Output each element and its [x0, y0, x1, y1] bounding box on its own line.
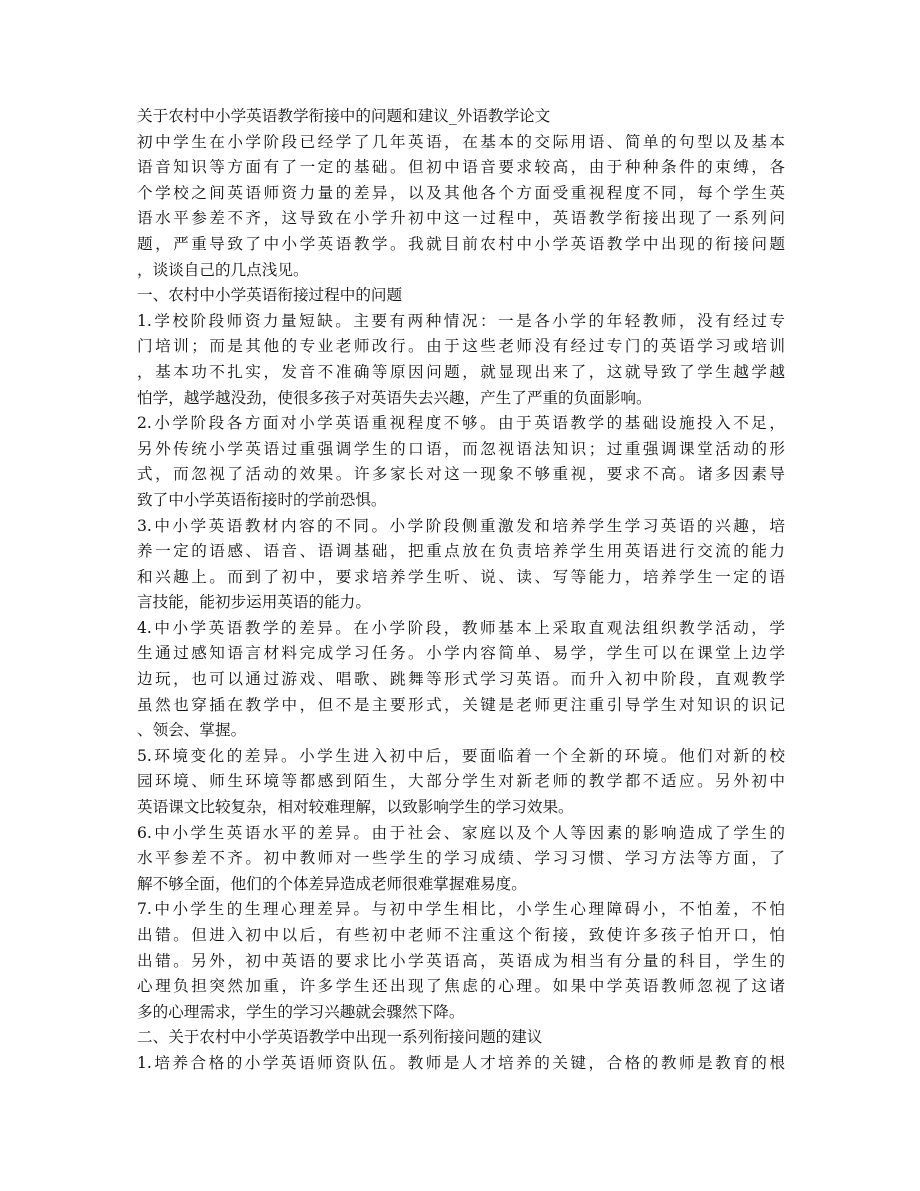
- text-line: 式，而忽视了活动的效果。许多家长对这一现象不够重视，要求不高。诸多因素导: [137, 465, 785, 484]
- text-line: 边玩，也可以通过游戏、唱歌、跳舞等形式学习英语。而升入初中阶段，直观教学: [137, 670, 785, 689]
- section-heading: 一、农村中小学英语衔接过程中的问题: [137, 286, 403, 305]
- text-line: 语音知识等方面有了一定的基础。但初中语音要求较高，由于种种条件的束缚，各: [137, 158, 785, 177]
- text-line: 养一定的语感、语音、语调基础，把重点放在负责培养学生用英语进行交流的能力: [137, 542, 785, 561]
- text-line: 园环境、师生环境等都感到陌生，大部分学生对新老师的教学都不适应。另外初中: [137, 772, 785, 791]
- text-line: 怕学，越学越没劲，使很多孩子对英语失去兴趣，产生了严重的负面影响。: [137, 388, 652, 407]
- section-heading: 二、关于农村中小学英语教学中出现一系列衔接问题的建议: [137, 1028, 543, 1047]
- text-line: 心理负担突然加重，许多学生还出现了焦虑的心理。如果中学英语教师忽视了这诸: [137, 977, 785, 996]
- text-line: 、领会、掌握。: [137, 721, 247, 740]
- text-line: 题，严重导致了中小学英语教学。我就目前农村中小学英语教学中出现的衔接问题: [137, 234, 785, 253]
- text-line: 和兴趣上。而到了初中，要求培养学生听、说、读、写等能力，培养学生一定的语: [137, 567, 785, 586]
- text-line: 多的心理需求，学生的学习兴趣就会骤然下降。: [137, 1002, 465, 1021]
- text-line: 生通过感知语言材料完成学习任务。小学内容简单、易学，学生可以在课堂上边学: [137, 644, 785, 663]
- document-page: [137, 104, 785, 1077]
- text-line: 语水平参差不齐，这导致在小学升初中这一过程中，英语教学衔接出现了一系列问: [137, 209, 785, 228]
- text-line: 虽然也穿插在教学中，但不是主要形式，关键是老师更注重引导学生对知识的识记: [137, 695, 785, 714]
- text-line: ，基本功不扎实，发音不准确等原因问题，就显现出来了，这就导致了学生越学越: [137, 362, 785, 381]
- text-line: 7.中小学生的生理心理差异。与初中学生相比，小学生心理障碍小，不怕羞，不怕: [137, 900, 785, 919]
- document-title: 关于农村中小学英语教学衔接中的问题和建议_外语教学论文: [137, 107, 551, 125]
- text-line: 5.环境变化的差异。小学生进入初中后，要面临着一个全新的环境。他们对新的校: [137, 746, 785, 765]
- text-line: 个学校之间英语师资力量的差异，以及其他各个方面受重视程度不同，每个学生英: [137, 183, 785, 202]
- text-line: ，谈谈自己的几点浅见。: [137, 260, 309, 279]
- text-line: 1.培养合格的小学英语师资队伍。教师是人才培养的关键，合格的教师是教育的根: [137, 1053, 785, 1072]
- text-line: 3.中小学英语教材内容的不同。小学阶段侧重激发和培养学生学习英语的兴趣，培: [137, 516, 785, 535]
- text-line: 4.中小学英语教学的差异。在小学阶段，教师基本上采取直观法组织教学活动，学: [137, 618, 785, 637]
- text-line: 另外传统小学英语过重强调学生的口语，而忽视语法知识；过重强调课堂活动的形: [137, 439, 785, 458]
- text-line: 言技能，能初步运用英语的能力。: [137, 593, 371, 612]
- text-line: 初中学生在小学阶段已经学了几年英语，在基本的交际用语、简单的句型以及基本: [137, 132, 785, 151]
- text-line: 出错。但进入初中以后，有些初中老师不注重这个衔接，致使许多孩子怕开口，怕: [137, 926, 785, 944]
- text-line: 门培训；而是其他的专业老师改行。由于这些老师没有经过专门的英语学习或培训: [137, 337, 785, 356]
- text-line: 水平参差不齐。初中教师对一些学生的学习成绩、学习习惯、学习方法等方面，了: [137, 849, 785, 868]
- text-line: 6.中小学生英语水平的差异。由于社会、家庭以及个人等因素的影响造成了学生的: [137, 823, 785, 842]
- text-line: 2.小学阶段各方面对小学英语重视程度不够。由于英语教学的基础设施投入不足，: [137, 414, 785, 433]
- text-line: 解不够全面，他们的个体差异造成老师很难掌握难易度。: [137, 874, 527, 893]
- text-line: 致了中小学英语衔接时的学前恐惧。: [137, 490, 387, 509]
- text-line: 英语课文比较复杂，相对较难理解，以致影响学生的学习效果。: [137, 798, 574, 817]
- text-line: 1.学校阶段师资力量短缺。主要有两种情况：一是各小学的年轻教师，没有经过专: [137, 311, 785, 330]
- text-line: 出错。另外，初中英语的要求比小学英语高，英语成为相当有分量的科目，学生的: [137, 951, 785, 970]
